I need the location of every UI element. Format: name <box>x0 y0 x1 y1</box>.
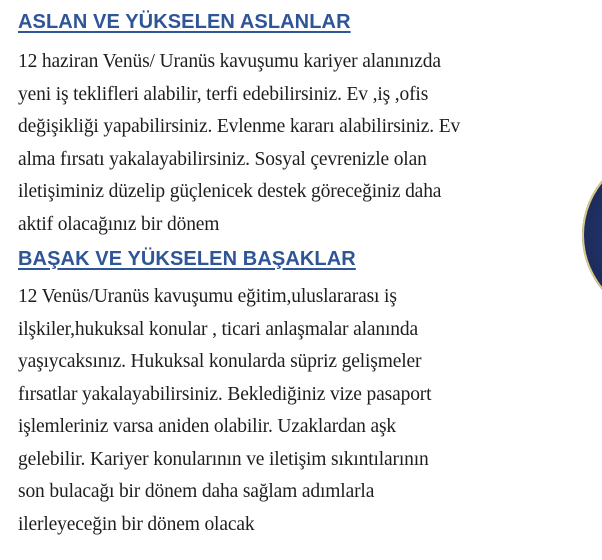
body-line: 12 Venüs/Uranüs kavuşumu eğitim,uluslararası iş <box>18 286 397 307</box>
section-body-aslan <box>18 46 590 241</box>
body-line: yaşıycaksınız. Hukuksal konularda süpriz gelişmeler <box>18 351 422 372</box>
section-body-basak <box>18 281 590 541</box>
body-line: işlemleriniz varsa aniden olabilir. Uzaklardan aşk <box>18 416 397 437</box>
body-line: gelebilir. Kariyer konularının ve iletişim sıkıntılarının <box>18 448 429 470</box>
body-line: alma fırsatı yakalayabilirsiniz. Sosyal çevrenizle olan <box>18 148 427 170</box>
body-line: fırsatlar yakalayabilirsiniz. Beklediğiniz vize pasaport <box>18 383 432 405</box>
section-heading-basak: BAŞAK VE YÜKSELEN BAŞAKLAR <box>18 248 356 270</box>
body-line: son bulacağı bir dönem daha sağlam adımlarla <box>18 481 375 502</box>
body-line: iletişiminiz düzelip güçlenicek destek göreceğiniz daha <box>18 181 442 202</box>
section-heading-aslan: ASLAN VE YÜKSELEN ASLANLAR <box>18 11 351 33</box>
body-line: yeni iş teklifleri alabilir, terfi edebilirsiniz. Ev ,iş ,ofis <box>18 83 429 105</box>
body-line: ilerleyeceğin bir dönem olacak <box>18 513 255 535</box>
body-line: 12 haziran Venüs/ Uranüs kavuşumu kariyer alanınızda <box>18 51 441 72</box>
body-line: ilşkiler,hukuksal konular , ticari anlaşmalar alanında <box>18 318 418 340</box>
document-content <box>18 4 590 541</box>
body-line: değişikliği yapabilirsiniz. Evlenme kararı alabilirsiniz. Ev <box>18 116 461 137</box>
body-line: aktif olacağınız bir dönem <box>18 213 220 235</box>
